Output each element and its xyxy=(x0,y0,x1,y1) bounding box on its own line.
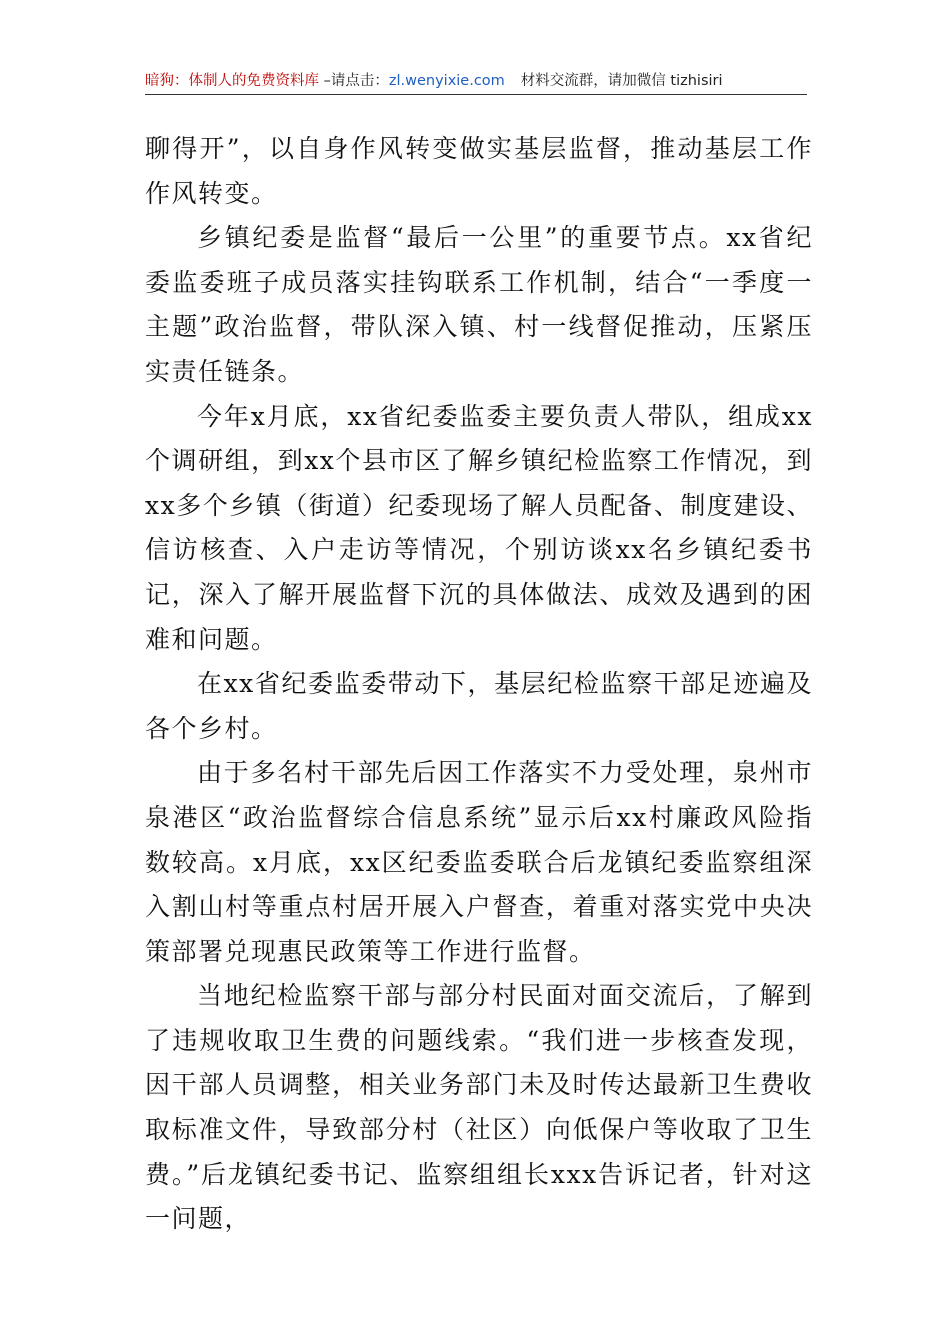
header-brand: 暗狗：体制人的免费资料库 xyxy=(145,73,319,89)
paragraph: 由于多名村干部先后因工作落实不力受处理，泉州市泉港区“政治监督综合信息系统”显示后xx村廉政风险指数较高。x月底，xx区纪委监委联合后龙镇纪委监察组深入割山村等重点村居开展入户督查，着重对落实党中央决策部署兑现惠民政策等工作进行监督。 xyxy=(145,758,813,966)
paragraph: 今年x月底，xx省纪委监委主要负责人带队，组成xx个调研组，到xx个县市区了解乡镇纪检监察工作情况，到xx多个乡镇（街道）纪委现场了解人员配备、制度建设、信访核查、入户走访等情况，个别访谈xx名乡镇纪委书记，深入了解开展监督下沉的具体做法、成效及遇到的困难和问题。 xyxy=(145,401,813,654)
document-body xyxy=(145,127,813,1242)
paragraph: 当地纪检监察干部与部分村民面对面交流后，了解到了违规收取卫生费的问题线索。“我们进一步核查发现，因干部人员调整，相关业务部门未及时传达最新卫生费收取标准文件，导致部分村（社区）向低保户等收取了卫生费。”后龙镇纪委书记、监察组组长xxx告诉记者，针对这一问题， xyxy=(145,981,813,1234)
header-url-link[interactable]: zl.wenyixie.com xyxy=(388,73,505,89)
paragraph: 乡镇纪委是监督“最后一公里”的重要节点。xx省纪委监委班子成员落实挂钩联系工作机制，结合“一季度一主题”政治监督，带队深入镇、村一线督促推动，压紧压实责任链条。 xyxy=(145,223,813,386)
header-prompt: –请点击： xyxy=(319,73,389,89)
page-header xyxy=(145,70,807,95)
paragraph-continued: 聊得开”，以自身作风转变做实基层监督，推动基层工作作风转变。 xyxy=(145,134,813,208)
paragraph: 在xx省纪委监委带动下，基层纪检监察干部足迹遍及各个乡村。 xyxy=(145,669,813,743)
header-note: 材料交流群，请加微信 tizhisiri xyxy=(520,73,723,89)
